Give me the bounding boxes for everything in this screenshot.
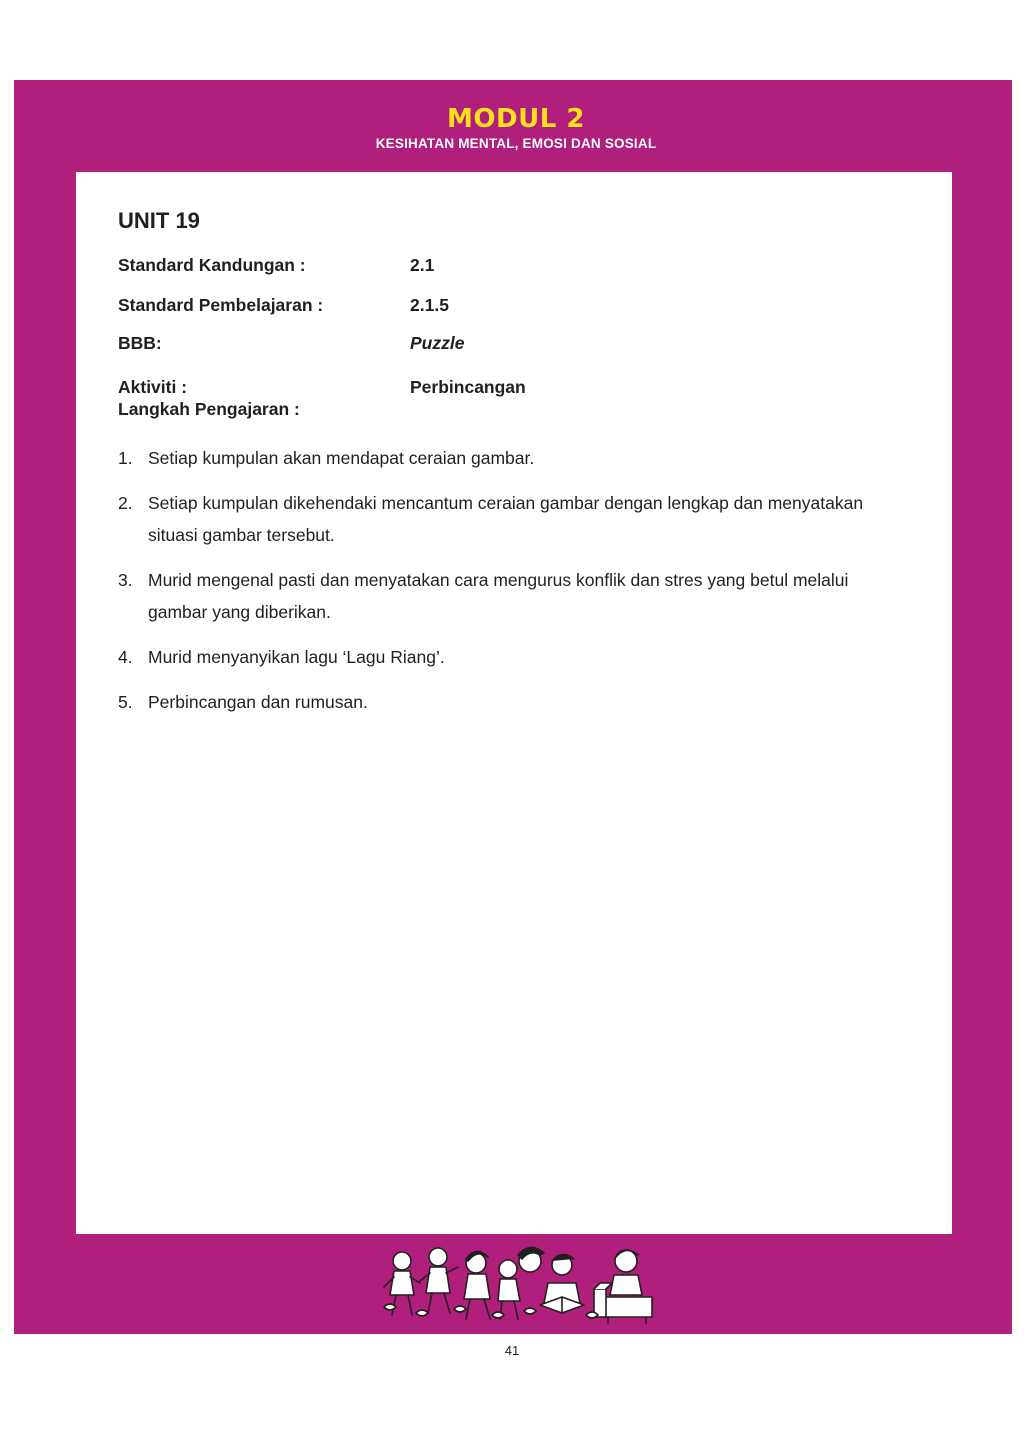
module-subtitle: KESIHATAN MENTAL, EMOSI DAN SOSIAL <box>375 136 657 151</box>
bbb-label: BBB: <box>118 333 162 353</box>
aktiviti-value: Perbincangan <box>410 377 526 397</box>
step-item <box>118 641 908 673</box>
page-frame <box>14 80 1012 1334</box>
module-header <box>14 104 1012 151</box>
step-number: 1. <box>118 448 133 468</box>
standard-kandungan-value: 2.1 <box>410 255 435 275</box>
standard-pembelajaran-label: Standard Pembelajaran : <box>118 295 324 315</box>
step-item <box>118 442 908 474</box>
steps-list <box>118 442 908 731</box>
module-title: MODUL 2 <box>447 104 585 134</box>
standard-kandungan-label: Standard Kandungan : <box>118 255 306 275</box>
step-number: 3. <box>118 570 133 590</box>
step-text: Setiap kumpulan akan mendapat ceraian gambar. <box>148 448 535 468</box>
unit-title: UNIT 19 <box>118 208 200 233</box>
step-text: Setiap kumpulan dikehendaki mencantum ceraian gambar dengan lengkap dan menyatakan situasi gambar tersebut. <box>148 493 864 545</box>
aktiviti-label: Aktiviti : <box>118 377 188 397</box>
content-panel <box>76 172 952 1234</box>
step-item <box>118 487 908 551</box>
step-number: 5. <box>118 692 133 712</box>
step-text: Perbincangan dan rumusan. <box>148 692 368 712</box>
step-number: 2. <box>118 493 133 513</box>
step-item <box>118 686 908 718</box>
step-item <box>118 564 908 628</box>
step-text: Murid mengenal pasti dan menyatakan cara mengurus konflik dan stres yang betul melalui gambar yang diberikan. <box>148 570 849 622</box>
page-number: 41 <box>504 1343 520 1358</box>
children-activities-illustration-icon <box>380 1243 662 1325</box>
step-text: Murid menyanyikan lagu ‘Lagu Riang’. <box>148 647 445 667</box>
steps-heading: Langkah Pengajaran : <box>118 399 300 419</box>
step-number: 4. <box>118 647 133 667</box>
bbb-value: Puzzle <box>410 333 465 353</box>
standard-pembelajaran-value: 2.1.5 <box>410 295 449 315</box>
